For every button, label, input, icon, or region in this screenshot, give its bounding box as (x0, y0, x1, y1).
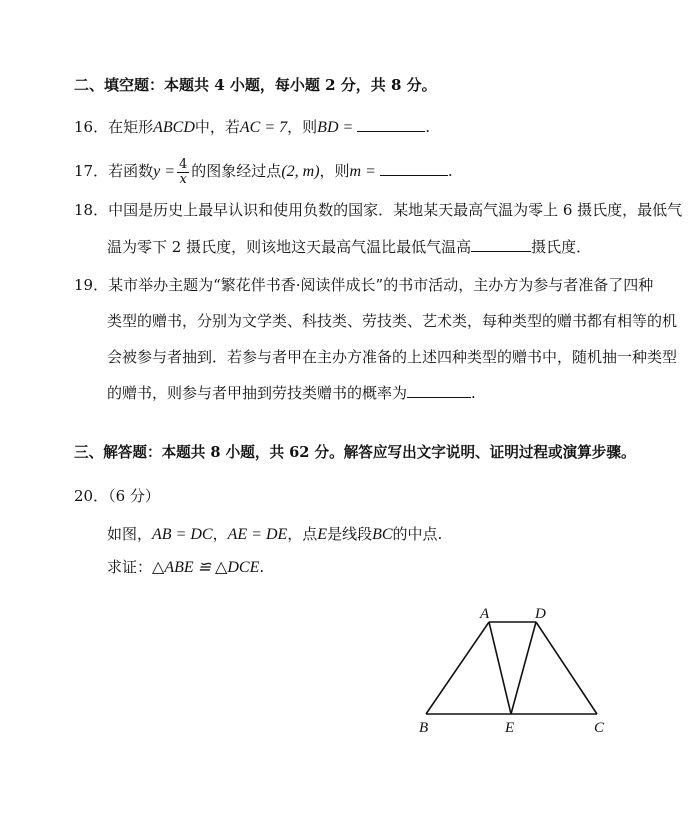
math-given-2: AE = DE (227, 526, 288, 543)
question-points: （6 分） (108, 487, 160, 505)
math-ask: BD = (317, 119, 354, 136)
punctuation: ， (212, 525, 228, 543)
math-given: AC = 7 (239, 119, 288, 136)
vertex-label-a: A (480, 606, 490, 622)
question-number: 19． (74, 276, 109, 294)
question-text: 温为零下 2 摄氏度，则该地这天最高气温比最低气温高 (107, 238, 472, 256)
math-given-1: AB = DC (152, 526, 213, 543)
segment-de (511, 622, 536, 714)
section-2-heading: 二、填空题：本题共 4 小题，每小题 2 分，共 8 分。 (74, 76, 437, 94)
punctuation: . (447, 162, 453, 180)
question-text: 在矩形 (108, 118, 154, 136)
question-number: 16． (74, 118, 109, 136)
math-segment: BC (372, 526, 393, 543)
question-text: 的赠书，则参与者甲抽到劳技类赠书的概率为 (107, 384, 408, 402)
segment-ab (426, 622, 489, 714)
question-text: 中，若 (194, 118, 240, 136)
question-text: 某市举办主题为“繁花伴书香·阅读伴成长”的书市活动，主办方为参与者准备了四种 (108, 276, 654, 294)
question-text: 中国是历史上最早认识和使用负数的国家．某地某天最高气温为零上 6 摄氏度，最低气 (108, 201, 683, 219)
fraction-numerator: 4 (179, 156, 188, 172)
math-ask: m = (349, 163, 376, 180)
math-point-e: E (317, 526, 328, 543)
question-text: 摄氏度． (531, 238, 592, 256)
segment-ae (489, 622, 511, 714)
math-prove-expression: △ABE ≌ △DCE (152, 559, 260, 576)
question-text: 如图， (107, 525, 153, 543)
punctuation: . (259, 558, 265, 576)
question-number: 17． (74, 162, 109, 180)
question-text: 的图象经过点 (191, 162, 282, 180)
question-number: 18． (74, 201, 109, 219)
question-19-line-2: 类型的赠书，分别为文学类、科技类、劳技类、艺术类，每种类型的赠书都有相等的机 (107, 312, 678, 330)
math-function-lhs: y = (153, 163, 176, 180)
vertex-label-d: D (535, 606, 546, 622)
punctuation: . (425, 118, 431, 136)
section-3-heading: 三、解答题：本题共 8 小题，共 62 分。解答应写出文字说明、证明过程或演算步骤。 (74, 444, 636, 461)
math-point: (2, m) (281, 163, 320, 180)
question-number: 20． (74, 487, 109, 505)
question-text: ，则 (319, 162, 350, 180)
question-text: ，则 (287, 118, 318, 136)
vertex-label-b: B (419, 720, 429, 736)
punctuation: . (471, 384, 476, 402)
question-19-line-3: 会被参与者抽到．若参与者甲在主办方准备的上述四种类型的赠书中，随机抽一种类型 (107, 348, 678, 366)
fraction-denominator: x (179, 171, 187, 187)
vertex-label-e: E (505, 720, 515, 736)
question-text: 求证： (107, 558, 153, 576)
segment-dc (536, 622, 597, 714)
math-rect-name: ABCD (153, 119, 195, 136)
question-text: 的中点. (392, 525, 443, 543)
question-text: ，点 (287, 525, 318, 543)
question-text: 是线段 (327, 525, 373, 543)
question-text: 若函数 (108, 162, 154, 180)
vertex-label-c: C (594, 720, 605, 736)
